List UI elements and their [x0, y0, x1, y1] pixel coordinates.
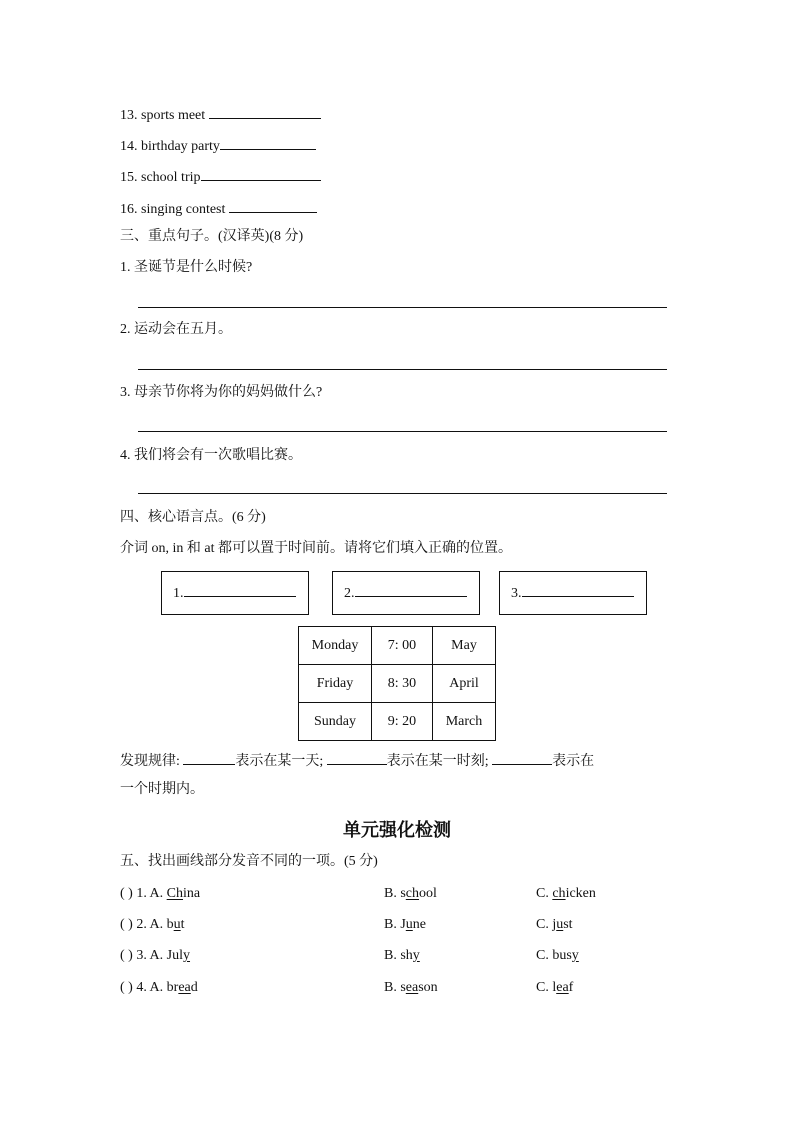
option-a-underlined: y — [183, 948, 191, 963]
table-cell: May — [433, 627, 496, 665]
section3-item-4: 4. 我们将会有一次歌唱比赛。 — [120, 448, 302, 463]
table-cell: Sunday — [299, 703, 372, 741]
option-b-underlined: ea — [405, 980, 419, 995]
option-b-text: son — [418, 980, 438, 995]
answer-paren[interactable]: ( ) — [120, 980, 133, 995]
question-row-4 — [120, 979, 198, 997]
answer-paren[interactable]: ( ) — [120, 917, 133, 932]
section3-item-3: 3. 母亲节你将为你的妈妈做什么? — [120, 385, 323, 400]
answer-line-1[interactable] — [138, 307, 667, 308]
option-c-row-2 — [536, 916, 573, 934]
option-b-row-2 — [384, 916, 426, 934]
section5-heading: 五、找出画线部分发音不同的一项。(5 分) — [120, 854, 378, 869]
option-b-underlined: ch — [405, 886, 420, 901]
option-b-text: s — [400, 980, 406, 995]
answer-box-2-label: 2. — [344, 586, 355, 601]
option-b-row-3 — [384, 947, 420, 965]
time-table — [298, 626, 496, 741]
table-cell: 9: 20 — [372, 703, 433, 741]
table-cell: March — [433, 703, 496, 741]
option-b-row-4 — [384, 979, 438, 997]
table-cell: 7: 00 — [372, 627, 433, 665]
option-b-label: B. — [384, 886, 401, 901]
option-c-label: C. — [536, 980, 553, 995]
question-number: 3. A. — [136, 948, 167, 963]
rule-continuation: 一个时期内。 — [120, 782, 204, 797]
option-b-label: B. — [384, 980, 401, 995]
table-cell: April — [433, 665, 496, 703]
rule-blank-1[interactable] — [183, 750, 235, 765]
vocab-15-blank[interactable] — [201, 166, 321, 181]
answer-line-2[interactable] — [138, 369, 667, 370]
table-row — [299, 665, 496, 703]
option-c-row-4 — [536, 979, 573, 997]
vocab-14-blank[interactable] — [220, 135, 316, 150]
unit-title: 单元强化检测 — [343, 820, 451, 841]
option-c-row-1 — [536, 885, 596, 903]
section4-instruction: 介词 on, in 和 at 都可以置于时间前。请将它们填入正确的位置。 — [120, 541, 512, 556]
option-b-text: ne — [412, 917, 427, 932]
option-a-text: d — [190, 980, 198, 995]
option-a-underlined: u — [173, 917, 181, 932]
vocab-16-label: 16. singing contest — [120, 202, 229, 217]
table-cell: 8: 30 — [372, 665, 433, 703]
question-number: 1. A. — [136, 886, 167, 901]
rule-time: 表示在某一时刻; — [386, 754, 493, 769]
answer-line-4[interactable] — [138, 493, 667, 494]
option-a-underlined: Ch — [166, 886, 184, 901]
option-c-underlined: u — [556, 917, 564, 932]
vocab-14 — [120, 135, 316, 156]
option-a-text: ina — [183, 886, 201, 901]
section4-heading: 四、核心语言点。(6 分) — [120, 510, 266, 525]
question-row-1 — [120, 885, 200, 903]
option-a-text: t — [180, 917, 185, 932]
rule-period: 表示在 — [552, 754, 595, 769]
option-c-text: f — [568, 980, 574, 995]
answer-box-1 — [161, 571, 309, 615]
option-c-text: j — [552, 917, 557, 932]
vocab-15 — [120, 166, 321, 187]
answer-paren[interactable]: ( ) — [120, 886, 133, 901]
option-b-underlined: u — [405, 917, 413, 932]
option-c-row-3 — [536, 947, 579, 965]
option-c-text: st — [563, 917, 573, 932]
option-a-text: b — [166, 917, 174, 932]
answer-box-2 — [332, 571, 480, 615]
option-c-label: C. — [536, 917, 553, 932]
rule-line — [120, 750, 594, 771]
question-number: 2. A. — [136, 917, 167, 932]
question-row-2 — [120, 916, 185, 934]
rule-blank-3[interactable] — [492, 750, 552, 765]
section3-item-1: 1. 圣诞节是什么时候? — [120, 260, 253, 275]
table-row — [299, 627, 496, 665]
answer-line-3[interactable] — [138, 431, 667, 432]
section3-item-2: 2. 运动会在五月。 — [120, 322, 232, 337]
vocab-13-label: 13. sports meet — [120, 108, 209, 123]
question-row-3 — [120, 947, 190, 965]
option-b-label: B. — [384, 917, 401, 932]
rule-day: 表示在某一天; — [235, 754, 327, 769]
option-b-text: sh — [400, 948, 413, 963]
option-c-underlined: ea — [556, 980, 569, 995]
option-b-text: s — [400, 886, 406, 901]
vocab-13 — [120, 104, 321, 125]
answer-box-3-label: 3. — [511, 586, 522, 601]
answer-box-1-label: 1. — [173, 586, 184, 601]
option-a-underlined: ea — [178, 980, 191, 995]
vocab-16-blank[interactable] — [229, 198, 317, 213]
table-row — [299, 703, 496, 741]
option-a-text: Jul — [166, 948, 184, 963]
table-cell: Friday — [299, 665, 372, 703]
option-c-underlined: y — [571, 948, 579, 963]
answer-box-3-blank[interactable] — [522, 582, 634, 597]
vocab-13-blank[interactable] — [209, 104, 321, 119]
option-c-text: bus — [552, 948, 572, 963]
option-c-text: l — [552, 980, 557, 995]
question-number: 4. A. — [136, 980, 167, 995]
vocab-16 — [120, 198, 317, 219]
answer-box-1-blank[interactable] — [184, 582, 296, 597]
option-b-text: ool — [419, 886, 437, 901]
option-a-text: br — [166, 980, 179, 995]
option-b-row-1 — [384, 885, 437, 903]
answer-box-2-blank[interactable] — [355, 582, 467, 597]
option-c-label: C. — [536, 948, 553, 963]
table-cell: Monday — [299, 627, 372, 665]
option-c-underlined: ch — [552, 886, 566, 901]
option-b-underlined: y — [412, 948, 420, 963]
answer-paren[interactable]: ( ) — [120, 948, 133, 963]
vocab-14-label: 14. birthday party — [120, 139, 220, 154]
option-c-text: icken — [565, 886, 596, 901]
option-b-label: B. — [384, 948, 401, 963]
section3-heading: 三、重点句子。(汉译英)(8 分) — [120, 229, 304, 244]
answer-box-3 — [499, 571, 647, 615]
option-c-label: C. — [536, 886, 553, 901]
rule-blank-2[interactable] — [327, 750, 387, 765]
rule-prefix: 发现规律: — [120, 754, 184, 769]
option-b-text: J — [400, 917, 406, 932]
vocab-15-label: 15. school trip — [120, 170, 201, 185]
